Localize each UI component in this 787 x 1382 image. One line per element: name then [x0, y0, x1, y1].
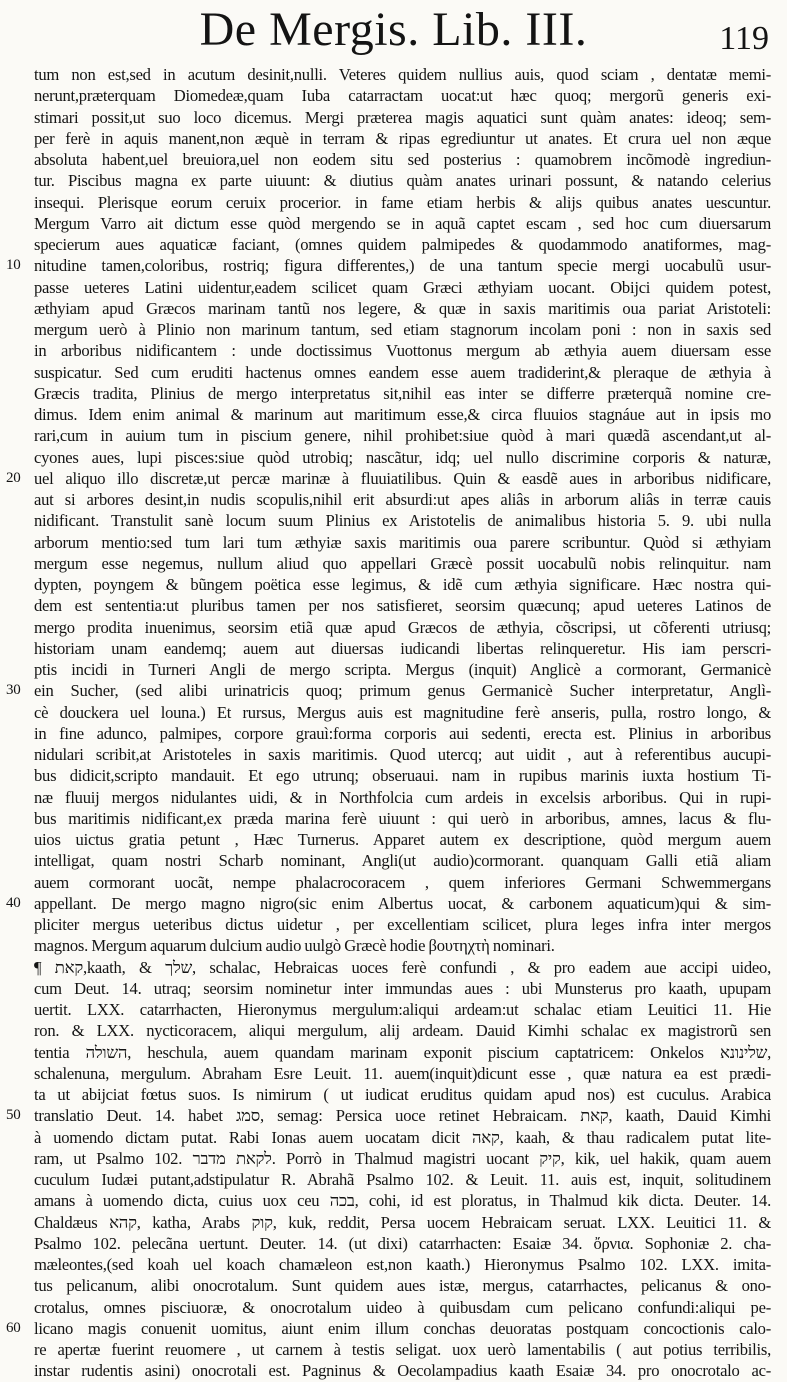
text-line: [34, 277, 771, 298]
text-line: [6, 893, 771, 914]
line-text: mæleontes,(sed koah uel koach chamæleon est,non kaath.) Hieronymus Psalmo 102. LXX. imita-: [34, 1255, 771, 1274]
line-text: dimus. Idem enim animal & marinum aut maritimum esse,& circa fluuios stagnáue aut in ipsis mo: [34, 405, 771, 424]
line-text: dypten, poyngem & bũngem poëtica esse legimus, & idẽ cum æthyia significare. Hæc nostra qui-: [34, 575, 771, 594]
line-number: 40: [6, 894, 21, 911]
line-text: in fine adunco, palmipes, corpore grauì:forma corporis aui sedenti, erecta est. Plinius in arboribus: [34, 723, 771, 743]
line-text: pliciter mergus ueteribus dictus uidetur , per excellentiam scilicet, plura leges infra inter mergos: [34, 915, 771, 934]
text-line: [34, 850, 771, 871]
line-text: historiam unam eandemq; auem aut diuersas iudicandi libertas relinqueretur. His iam perscri-: [34, 638, 771, 658]
line-text: re apertæ fuerint reuomere , ut carnem à testis seligat. uox uerò lamentabilis ( aut potius terribilis,: [34, 1340, 771, 1359]
text-line: [34, 1275, 771, 1296]
text-line: [34, 1233, 771, 1254]
line-text: rari,cum in auium tum in piscium genere, nihil prohibet:siue quòd à mari quædã ascendant,ut al-: [34, 426, 771, 446]
text-line: [34, 808, 771, 829]
line-number: 30: [6, 682, 21, 699]
text-line: [34, 1127, 771, 1148]
line-text: uertit. LXX. catarrhacten, Hieronymus mergulum:aliqui ardeam:ut schalac etiam Leuitici 11. Hie: [34, 1000, 771, 1019]
text-line: [34, 702, 771, 723]
text-line: [6, 255, 771, 276]
line-text: ron. & LXX. nycticoracem, aliqui mergulum, alij ardeam. Dauid Kimhi schalac ex magistrorũ sen: [34, 1021, 771, 1041]
page-number: 119: [719, 20, 769, 57]
line-text: dem est sententia:ut pluribus tamen per nos satisfieret, seorsim quæcunq; apud ueteres Latinos de: [34, 596, 771, 616]
line-text: cuculum Iudæi putant,adstipulatur R. Abrahã Psalmo 102. & Leuit. 11. auis est, inquit, solitudinem: [34, 1170, 771, 1189]
line-text: ¶ קאת,kaath, & שלך, schalac, Hebraicas uoces ferè confundi , & pro eadem aue accipi uideo,: [34, 957, 771, 977]
line-text: appellant. De mergo magno nigro(sic enim Albertus uocat, & carbonem aquaticum)qui & sim-: [34, 893, 771, 913]
line-number: 20: [6, 469, 21, 486]
text-line: [34, 1190, 771, 1211]
text-line: [6, 1105, 772, 1126]
text-line: [34, 532, 771, 553]
line-text: næ fluuij mergos nidulantes uidi, & in Northfolcia cum ardeis in excelsis arboribus. Qui in rupi-: [34, 787, 771, 807]
text-line: [34, 1084, 771, 1105]
line-text: tur. Piscibus magna ex parte uiuunt: & diutius quàm anates urinari possunt, & natando celerius: [34, 171, 771, 191]
line-text: uios uictus gratia petunt , Hæc Turnerus. Apparet autem ex descriptione, quòd mergum auem: [34, 830, 771, 849]
running-title: De Mergis. Lib. III.: [199, 3, 588, 56]
line-text: nidulari scribit,at Aristoteles in saxis maritimis. Quod utercq; aut uidit , aut à referentibus aucupi-: [34, 745, 771, 764]
text-line: [34, 170, 771, 191]
text-line: [34, 383, 771, 404]
text-line: [34, 213, 771, 234]
line-text: instar rudentis asini) onocrotali est. Pagninus & Oecolampadius kaath Esaiæ 34. pro onocrotalo ac-: [34, 1361, 771, 1381]
text-line: [6, 1318, 771, 1339]
text-line: [6, 680, 771, 701]
text-line: [34, 787, 771, 808]
line-text: schalenuna, mergulum. Abraham Esre Leuit. 11. auem(inquit)dicunt esse , quæ natura ea est prædi-: [34, 1063, 771, 1083]
text-line: [34, 1212, 771, 1233]
line-text: nitudine tamen,coloribus, rostriq; figura differentes,) de una tantum specie mergi uocabulũ usur-: [34, 256, 771, 276]
text-line: [34, 935, 771, 956]
text-line: [34, 659, 771, 680]
text-line: [34, 447, 771, 468]
line-text: tentia השולה, heschula, auem quandam marinam exponit piscium captatricem: Onkelos שלינונא,: [34, 1042, 771, 1062]
text-line: [34, 617, 771, 638]
line-text: mergo prodita inuenimus, seorsim etiã quæ apud Græcos de æthyia, cõscripsi, ut cõferenti utriusq;: [34, 617, 771, 637]
text-line: [34, 829, 771, 850]
line-text: per ferè in aquis manent,non æquè in terram & ripas egrediuntur ut anates. Et crura uel non æque: [34, 128, 771, 148]
line-number: 10: [6, 257, 21, 274]
text-line: [34, 914, 771, 935]
line-text: cyones aues, lupi pisces:siue quòd utrobiq; nascãtur, idq; uel nullo discrimine corporis & naturæ,: [34, 447, 771, 467]
text-line: [34, 1254, 771, 1275]
text-line: [34, 234, 771, 255]
line-number: 50: [6, 1107, 21, 1124]
line-text: suspicatur. Sed cum eruditi hactenus omnes eandem esse auem tradiderint,& pleraque de æthyia à: [34, 362, 771, 382]
line-text: Chaldæus קהא, katha, Arabs קוק, kuk, reddit, Persa uocem Hebraicam seruat. LXX. Leuitici 11. &: [34, 1212, 771, 1232]
line-text: nerunt,præterquam Diomedeæ,quam Iuba catarractam uocat:ut hæc quoq; mergorũ generis exi-: [34, 86, 771, 106]
text-line: [34, 1148, 771, 1169]
line-text: Psalmo 102. pelecãna uertunt. Deuter. 14. (ut dixi) catarrhacten: Esaiæ 34. ὄρνια. Sophoniæ 2. cha-: [34, 1233, 771, 1253]
text-line: [34, 1360, 771, 1381]
text-line: [34, 1063, 771, 1084]
line-text: æthyiam apud Græcos marinam tantũ nos legere, & quæ in saxis maritimis oua pariat Aristoteli:: [34, 298, 771, 318]
line-text: licano magis conuenit uomitus, aiunt enim illum conchas deuoratas postquam concoctionis calo-: [34, 1318, 771, 1338]
text-line: [34, 64, 771, 85]
text-line: [34, 149, 771, 170]
text-line: [34, 1020, 771, 1041]
line-text: bus didicit,scripto mandauit. Et ego utrunq; obseruaui. nam in rupibus marinis iuxta hostium Ti-: [34, 766, 771, 786]
line-text: in arboribus nidificantem : unde doctissimus Vuottonus mergum ab æthyia auem diuersam esse: [34, 341, 771, 361]
text-line: [34, 362, 771, 383]
text-line: [34, 192, 771, 213]
line-text: tus pelicanum, alibi onocrotalum. Sunt quidem aues istæ, mergus, catarrhactes, pelicanus & ono-: [34, 1276, 771, 1296]
line-text: amans à uomendo dicta, cuius uox ceu בכה, cohi, id est ploratus, in Thalmud kik dicta. Deuter. 14.: [34, 1191, 771, 1211]
text-line: [34, 1339, 771, 1360]
text-line: [34, 489, 771, 510]
line-text: à uomendo dictam putat. Rabi Ionas auem uocatam dicit קאה, kaah, & thau radicalem putat lite-: [34, 1127, 771, 1147]
text-line: [34, 298, 771, 319]
text-line: [34, 574, 771, 595]
text-line: [34, 595, 771, 616]
line-text: intelligat, quam nostri Scharb nominant, Angli(ut audio)cormorant. quanquam Galli etiã aliam: [34, 851, 771, 871]
line-text: stimari possit,ut suo loco dicemus. Mergi præterea magis aquatici sunt quàm anates: ideoq; sem-: [34, 107, 771, 127]
text-line: [34, 978, 771, 999]
line-text: cum Deut. 14. utraq; seorsim nominetur inter immundas aues : ubi Munsterus pro kaath, upupam: [34, 978, 771, 998]
line-text: cè douckera uel louna.) Et rursus, Mergus auis est magnitudine ferè anseris, pulla, rostro longo, &: [34, 702, 771, 722]
line-text: mergum uerò à Plinio non marinum tantum, sed etiam stagnorum incolam poni : non in saxis sed: [34, 320, 771, 339]
text-line: [34, 723, 771, 744]
text-line: [34, 404, 771, 425]
text-line: [34, 957, 771, 978]
text-line: [34, 340, 771, 361]
line-text: arborum mentio:sed tum lari tum æthyiæ saxis maritimis oua parere scribuntur. Quòd si æthyiam: [34, 532, 771, 552]
page-header: [0, 0, 787, 62]
text-line: [34, 765, 771, 786]
line-text: mergum esse negemus, nullum aliud quo appellari Græcè possit uocabulũ nobis relinquitur. nam: [34, 553, 771, 573]
text-line: [34, 744, 771, 765]
line-text: passe ueteres Latini uidentur,eadem scilicet quam Græci æthyiam uocant. Obijci quidem potest,: [34, 277, 771, 297]
text-line: [34, 319, 771, 340]
line-text: Græcis tradita, Plinius de mergo interpretatus sit,nihil eas inter se differre præterquã nomine cre-: [34, 383, 771, 403]
text-block: [6, 64, 772, 1382]
text-line: [34, 510, 771, 531]
line-text: ptis incidi in Turneri Angli de mergo scripta. Mergus (inquit) Anglicè a cormorant, Germanicè: [34, 660, 771, 679]
line-text: ein Sucher, (sed alibi urinatricis quoq; primum genus Germanicè Sucher interpretatur, Anglì-: [34, 681, 771, 701]
text-line: [34, 1169, 771, 1190]
text-line: [34, 1297, 771, 1318]
text-line: [34, 107, 771, 128]
line-text: nidificant. Transtulit sanè locum suum Plinius ex Aristotelis de animalibus historia 5. 9. ubi nulla: [34, 511, 771, 531]
text-line: [34, 1042, 771, 1063]
line-text: ram, ut Psalmo 102. לקאת מדבר. Porrò in Thalmud magistri uocant קיק, kik, uel hakik, quam auem: [34, 1148, 771, 1168]
text-line: [34, 85, 771, 106]
text-line: [34, 128, 771, 149]
line-text: magnos. Mergum aquarum dulcium audio uulgò Græcè hodie βουτηχτὴ nominari.: [34, 936, 555, 956]
text-line: [34, 425, 771, 446]
line-text: absoluta habent,uel breuiora,uel non eodem situ sed posterius : quamobrem incõmodè ingrediun-: [34, 150, 771, 169]
line-text: auem cormorant uocãt, nempe phalacrocoracem , quem inferiores Germani Schwemmergans: [34, 872, 771, 892]
line-text: translatio Deut. 14. habet סמג, semag: Persica uoce retinet Hebraicam. קאת, kaath, Dauid Kimhi: [34, 1106, 772, 1126]
text-line: [6, 468, 771, 489]
line-text: uel aliquo illo discretæ,ut percæ marinæ à fluuiatilibus. Quin & easdẽ aues in arboribus nidificare,: [34, 468, 771, 488]
line-text: Mergum Varro ait dictum esse quòd mergendo se in aquã captet escam , sed hoc cum diuersarum: [34, 213, 771, 233]
text-line: [34, 553, 771, 574]
line-text: aut si arbores desint,in nudis scopulis,nihil erit absurdi:ut apes aliâs in arborum aliâs in terræ cauis: [34, 490, 771, 509]
line-text: ta ut abijciat fœtus suos. Is nimirum ( ut iudicat eruditus quidam apud nos) est cuculus. Arabica: [34, 1085, 771, 1104]
line-text: specierum aues aquaticæ faciant, (omnes quidem palmipedes & quodammodo anatiformes, mag-: [34, 235, 771, 254]
line-text: crotalus, omnes pisciuoræ, & onocrotalum uideo à quibusdam cum pelicano confundi:aliqui pe-: [34, 1297, 771, 1317]
line-text: bus maritimis nidificant,ex præda marina ferè uiuunt : qui uerò in arboribus, amnes, lacus & flu-: [34, 808, 771, 828]
text-line: [34, 872, 771, 893]
line-text: tum non est,sed in acutum desinit,nulli. Veteres quidem nullius auis, quod sciam , dentatæ memi-: [34, 65, 771, 84]
text-line: [34, 638, 771, 659]
line-text: insequi. Plerisque eorum ceruix procerior. in fame etiam herbis & alijs quibus anates uescuntur.: [34, 192, 771, 212]
line-number: 60: [6, 1319, 21, 1336]
text-line: [34, 999, 771, 1020]
